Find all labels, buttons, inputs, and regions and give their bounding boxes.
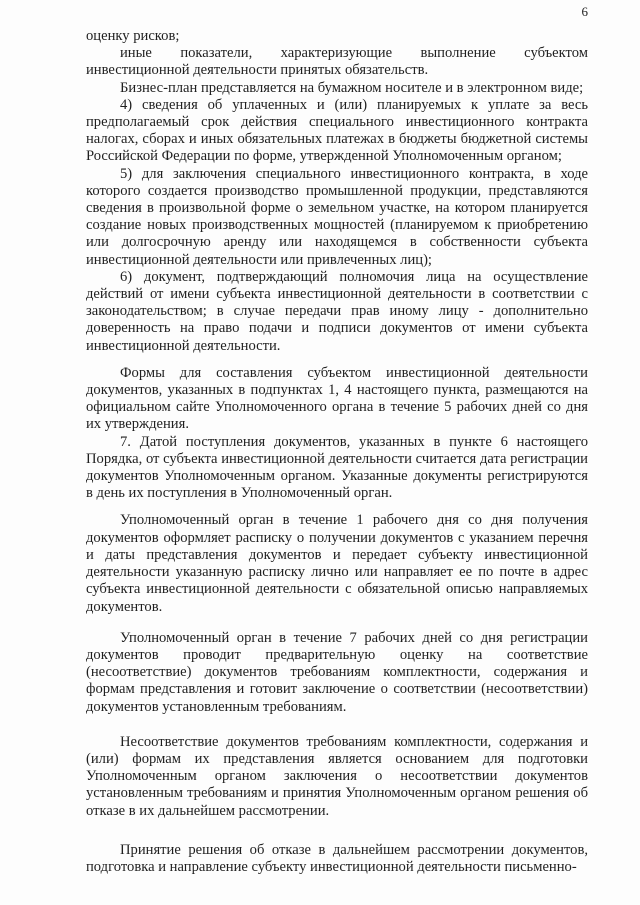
paragraph-item-6: 6) документ, подтверждающий полномочия лица на осуществление действий от имени субъекта инвестиционной деятельности в соответствии с законодательством; в случае передачи прав иному лицу - дополнительно доверенность на право подачи и подписи документов от имени субъекта инвестиционной деятельности. <box>86 268 588 354</box>
paragraph-nonconformity: Несоответствие документов требованиям комплектности, содержания и (или) формам их представления является основанием для подготовки Уполномоченным органом заключения о несоответствии документов установленным требованиям и принятия Уполномоченным органом решения об отказе в их дальнейшем рассмотрении. <box>86 733 588 819</box>
paragraph-risk-assessment: оценку рисков; <box>86 28 180 44</box>
document-body <box>86 28 588 876</box>
paragraph-section-7: 7. Датой поступления документов, указанных в пункте 6 настоящего Порядка, от субъекта инвестиционной деятельности считается дата регистрации документов Уполномоченным органом. Указанные документы регистрируются в день их поступления в Уполномоченный орган. <box>86 433 588 502</box>
paragraph-item-5: 5) для заключения специального инвестиционного контракта, в ходе которого создается производство промышленной продукции, представляются сведения в произвольной форме о земельном участке, на котором планируется создание новых производственных мощностей (планируемом к приобретению или долгосрочную аренду или находящемся в собственности субъекта инвестиционной деятельности или привлеченных лиц); <box>86 165 588 268</box>
page-number: 6 <box>581 4 588 19</box>
paragraph-other-indicators: иные показатели, характеризующие выполнение субъектом инвестиционной деятельности принятых обязательств. <box>86 45 588 79</box>
paragraph-receipt: Уполномоченный орган в течение 1 рабочего дня со дня получения документов оформляет расписку о получении документов с указанием перечня и даты представления документов и передает субъекту инвестиционной деятельности указанную расписку лично или направляет ее по почте в адрес субъекта инвестиционной деятельности с обязательной описью направляемых документов. <box>86 512 588 615</box>
paragraph-item-4: 4) сведения об уплаченных и (или) планируемых к уплате за весь предполагаемый срок действия специального инвестиционного контракта налогах, сборах и иных обязательных платежах в бюджеты бюджетной системы Российской Федерации по форме, утвержденной Уполномоченным органом; <box>86 96 588 165</box>
paragraph-refusal-decision: Принятие решения об отказе в дальнейшем рассмотрении документов, подготовка и направление субъекту инвестиционной деятельности письменно- <box>86 841 588 875</box>
paragraph-forms: Формы для составления субъектом инвестиционной деятельности документов, указанных в подпунктах 1, 4 настоящего пункта, размещаются на официальном сайте Уполномоченного органа в течение 5 рабочих дней со дня их утверждения. <box>86 364 588 433</box>
paragraph-preliminary-assessment: Уполномоченный орган в течение 7 рабочих дней со дня регистрации документов проводит предварительную оценку на соответствие (несоответствие) документов требованиям комплектности, содержания и формам представления и готовит заключение о соответствии (несоответствии) документов установленным требованиям. <box>86 629 588 715</box>
paragraph-business-plan-format: Бизнес-план представляется на бумажном носителе и в электронном виде; <box>120 79 584 96</box>
